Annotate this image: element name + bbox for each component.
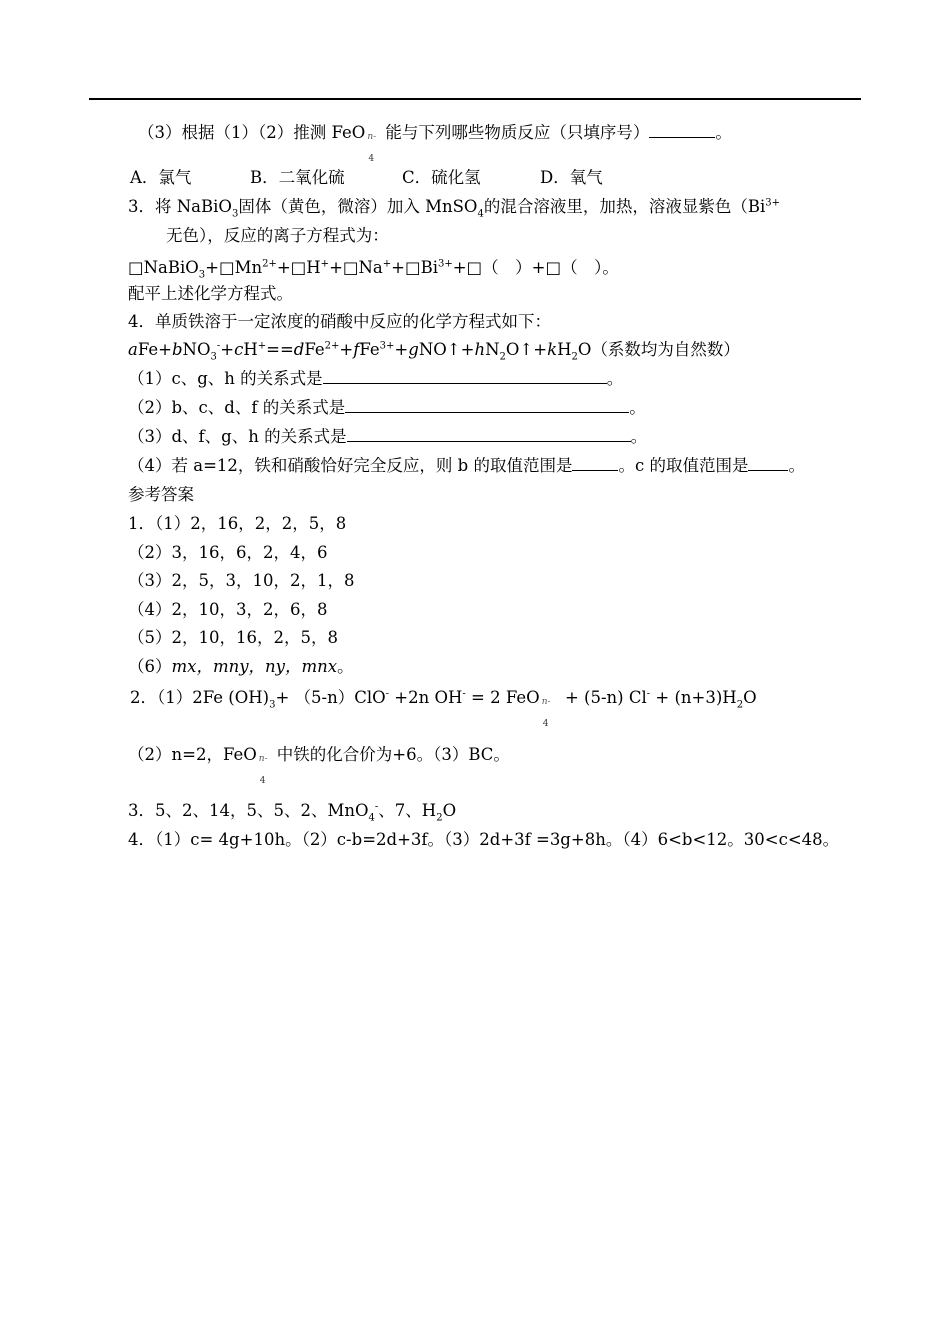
q4-sub3: （3）d、f、g、h 的关系式是 。 xyxy=(128,427,648,446)
answer-4: 4．（1）c= 4g+10h。（2）c-b=2d+3f。（3）2d+3f =3g+8h。（4）6<b<12。30<c<48。 xyxy=(128,830,840,849)
q3b-line4: 配平上述化学方程式。 xyxy=(128,284,293,303)
answer-2-1: 2．（1）2Fe $(OH)_3+ (5-n)ClO^- +2n$ OH- = 2 FeO n- 4 + (5-n) $Cl^- + (n+3)H_2O$ xyxy=(130,688,757,729)
answer-3: 3．5、2、14，5、5、2、MnO$_4$-、7、$H_2O$ xyxy=(128,801,457,824)
q4-sub2: （2）b、c、d、f 的关系式是 。 xyxy=(128,398,646,417)
option-a[interactable]: A．氯气 xyxy=(130,168,192,187)
answer-1-5: （5）2，10，16，2，5，8 xyxy=(128,628,338,647)
answer-1-6: （6）mx，mny，ny，mnx。 xyxy=(128,657,354,676)
feo-fraction: n- 4 xyxy=(258,754,268,786)
answer-blank[interactable] xyxy=(347,427,631,442)
header-rule xyxy=(89,98,861,100)
answers-heading: 参考答案 xyxy=(128,485,194,504)
answer-blank[interactable] xyxy=(323,369,607,384)
option-c[interactable]: C．硫化氢 xyxy=(402,168,481,187)
answer-1-4: （4）2，10，3，2，6，8 xyxy=(128,600,328,619)
q4-sub4: （4）若 a=12，铁和硝酸恰好完全反应，则 b 的取值范围是 。c 的取值范围是 。 xyxy=(128,456,805,475)
q4-intro: 4．单质铁溶于一定浓度的硝酸中反应的化学方程式如下： xyxy=(128,312,551,331)
q3-part3-line: （3）根据（1）（2）推测 FeO n- 4 能与下列哪些物质反应（只填序号） 。 xyxy=(138,123,732,164)
q3-prefix: （3）根据（1）（2）推测 FeO xyxy=(138,123,366,142)
answer-blank[interactable] xyxy=(748,456,788,471)
answer-1-1: 1．（1）2，16，2，2，5，8 xyxy=(128,514,347,533)
feo-fraction: n- 4 xyxy=(367,132,377,164)
answer-2-2: （2）n=2，FeO n- 4 中铁的化合价为+6。（3）BC。 xyxy=(128,745,510,786)
q4-sub1: （1）c、g、h 的关系式是 。 xyxy=(128,369,624,388)
q4-equation: $aFe+bNO_3^-+cH^+==dFe^{2+}+fFe^{3+}+gNO↑+hN_2O↑+kH_2O$（系数均为自然数） xyxy=(128,340,740,363)
option-b[interactable]: B．二氧化硫 xyxy=(250,168,345,187)
feo-fraction: n- 4 xyxy=(541,697,551,729)
answer-blank[interactable] xyxy=(345,398,629,413)
q3-suffix: 能与下列哪些物质反应（只填序号） xyxy=(385,123,650,142)
q3b-line2: 无色），反应的离子方程式为： xyxy=(166,226,389,245)
answer-blank[interactable] xyxy=(649,123,715,138)
q3b-equation: $□NaBiO_3+□Mn^{2+}+□H^++□Na^++□Bi^{3+}+□$（ ）+□（ ）。 xyxy=(128,258,619,281)
q3b-line1: 3．将 NaBiO$_3$固体（黄色，微溶）加入 MnSO$_4$的混合溶液里，加热，溶液显紫色（$Bi^{3+}$ xyxy=(128,197,780,220)
answer-1-2: （2）3，16，6，2，4，6 xyxy=(128,543,328,562)
answer-blank[interactable] xyxy=(572,456,618,471)
answer-1-3: （3）2，5，3，10，2，1，8 xyxy=(128,571,355,590)
option-d[interactable]: D．氧气 xyxy=(540,168,603,187)
q3-options xyxy=(130,168,603,188)
